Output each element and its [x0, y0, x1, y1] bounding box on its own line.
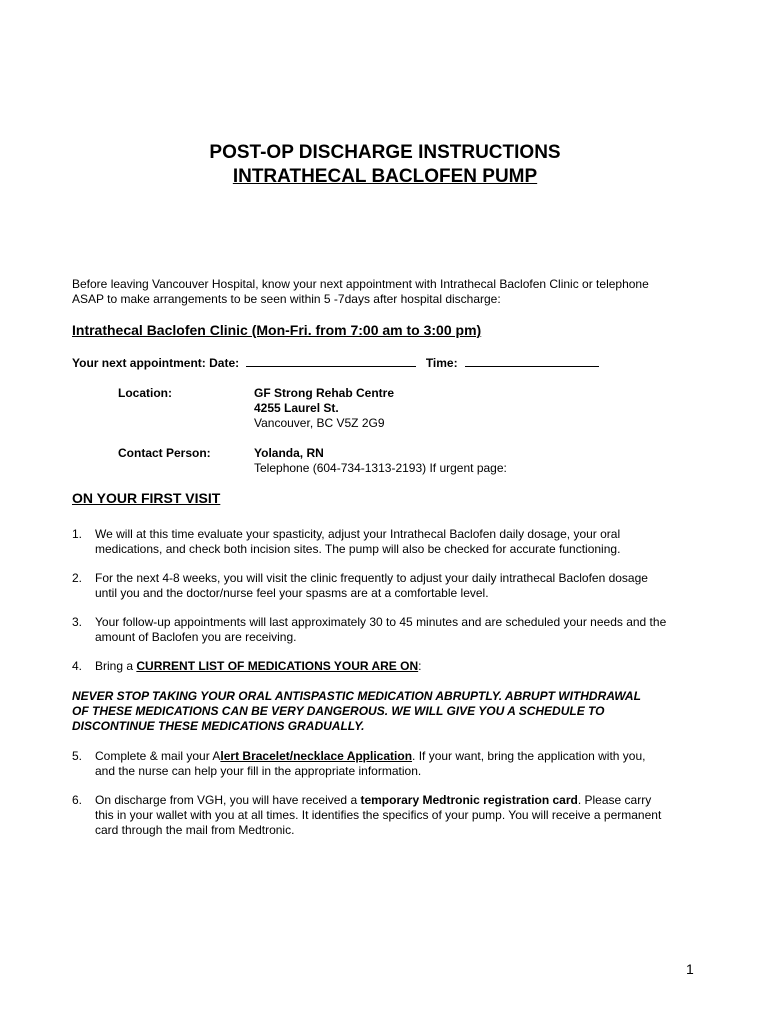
intro-paragraph	[72, 277, 712, 307]
appointment-line	[72, 356, 599, 371]
item-number: 5.	[72, 749, 83, 763]
item-text	[95, 749, 707, 764]
warning-paragraph	[72, 689, 712, 734]
item-text: and the nurse can help your fill in the appropriate information.	[95, 764, 422, 778]
item-number: 3.	[72, 615, 83, 629]
item-text	[95, 793, 707, 808]
warning-line: NEVER STOP TAKING YOUR ORAL ANTISPASTIC MEDICATION ABRUPTLY. ABRUPT WITHDRAWAL	[72, 689, 641, 703]
item-text-post: . Please carry	[577, 793, 652, 807]
location-city: Vancouver, BC V5Z 2G9	[254, 416, 385, 430]
clinic-heading: Intrathecal Baclofen Clinic (Mon-Fri. from 7:00 am to 3:00 pm)	[72, 322, 482, 338]
item-text: card through the mail from Medtronic.	[95, 823, 295, 837]
item-text: this in your wallet with you at all times. It identifies the specifics of your pump. You will receive a permanent	[95, 808, 662, 822]
title-line-1: POST-OP DISCHARGE INSTRUCTIONS	[209, 142, 561, 163]
first-visit-heading: ON YOUR FIRST VISIT	[72, 490, 221, 506]
warning-line: OF THESE MEDICATIONS CAN BE VERY DANGEROUS. WE WILL GIVE YOU A SCHEDULE TO	[72, 704, 605, 718]
medications-list-emphasis: CURRENT LIST OF MEDICATIONS YOUR ARE ON	[136, 659, 419, 673]
item-number: 4.	[72, 659, 83, 673]
contact-label: Contact Person:	[118, 446, 211, 460]
location-name: GF Strong Rehab Centre	[254, 386, 395, 400]
item-number: 1.	[72, 527, 83, 541]
warning-line: DISCONTINUE THESE MEDICATIONS GRADUALLY.	[72, 719, 365, 733]
item-number: 2.	[72, 571, 83, 585]
item-text	[95, 659, 707, 674]
appointment-date-label: Your next appointment: Date:	[72, 356, 240, 370]
item-text: medications, and check both incision sites. The pump will also be checked for accurate functioning.	[95, 542, 621, 556]
item-text-post: :	[418, 659, 422, 673]
location-street: 4255 Laurel St.	[254, 401, 339, 415]
alert-bracelet-emphasis: lert Bracelet/necklace Application	[220, 749, 413, 763]
intro-line: ASAP to make arrangements to be seen within 5 -7days after hospital discharge:	[72, 292, 501, 306]
item-text: until you and the doctor/nurse feel your spasms are at a comfortable level.	[95, 586, 489, 600]
item-text-pre: On discharge from VGH, you will have received a	[95, 793, 361, 807]
date-blank	[246, 356, 416, 367]
item-text: For the next 4-8 weeks, you will visit the clinic frequently to adjust your daily intrathecal Baclofen dosage	[95, 571, 648, 585]
intro-line: Before leaving Vancouver Hospital, know your next appointment with Intrathecal Baclofen Clinic or telephone	[72, 277, 649, 291]
page-number: 1	[686, 961, 694, 977]
item-text-pre: Complete & mail your A	[95, 749, 221, 763]
registration-card-emphasis: temporary Medtronic registration card	[360, 793, 578, 807]
time-blank	[465, 356, 599, 367]
location-label: Location:	[118, 386, 172, 400]
item-text: We will at this time evaluate your spasticity, adjust your Intrathecal Baclofen daily dosage, your oral	[95, 527, 621, 541]
item-text-pre: Bring a	[95, 659, 137, 673]
item-text-post: . If your want, bring the application with you,	[412, 749, 646, 763]
item-text: amount of Baclofen you are receiving.	[95, 630, 297, 644]
contact-phone: Telephone (604-734-1313-2193) If urgent page:	[254, 461, 507, 475]
item-text: Your follow-up appointments will last approximately 30 to 45 minutes and are scheduled your needs and the	[95, 615, 667, 629]
item-number: 6.	[72, 793, 83, 807]
title-line-2: INTRATHECAL BACLOFEN PUMP	[232, 166, 538, 187]
contact-name: Yolanda, RN	[254, 446, 324, 460]
time-label: Time:	[425, 356, 458, 370]
